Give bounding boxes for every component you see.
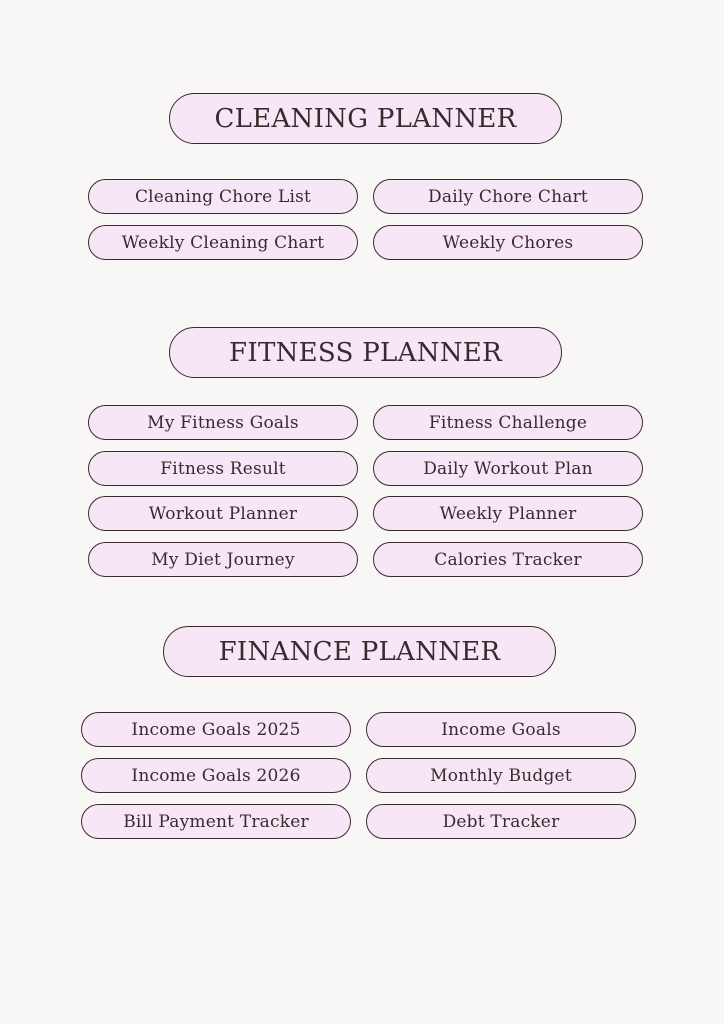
link-bill-payment-tracker[interactable]: Bill Payment Tracker (81, 804, 351, 839)
link-weekly-planner[interactable]: Weekly Planner (373, 496, 643, 531)
link-my-diet-journey[interactable]: My Diet Journey (88, 542, 358, 577)
cleaning-planner-title[interactable]: CLEANING PLANNER (169, 93, 562, 144)
link-calories-tracker[interactable]: Calories Tracker (373, 542, 643, 577)
link-weekly-cleaning-chart[interactable]: Weekly Cleaning Chart (88, 225, 358, 260)
link-income-goals-2025[interactable]: Income Goals 2025 (81, 712, 351, 747)
link-daily-chore-chart[interactable]: Daily Chore Chart (373, 179, 643, 214)
fitness-planner-title[interactable]: FITNESS PLANNER (169, 327, 562, 378)
link-cleaning-chore-list[interactable]: Cleaning Chore List (88, 179, 358, 214)
link-my-fitness-goals[interactable]: My Fitness Goals (88, 405, 358, 440)
link-income-goals[interactable]: Income Goals (366, 712, 636, 747)
link-daily-workout-plan[interactable]: Daily Workout Plan (373, 451, 643, 486)
link-income-goals-2026[interactable]: Income Goals 2026 (81, 758, 351, 793)
link-workout-planner[interactable]: Workout Planner (88, 496, 358, 531)
finance-planner-title[interactable]: FINANCE PLANNER (163, 626, 556, 677)
link-fitness-challenge[interactable]: Fitness Challenge (373, 405, 643, 440)
link-weekly-chores[interactable]: Weekly Chores (373, 225, 643, 260)
link-fitness-result[interactable]: Fitness Result (88, 451, 358, 486)
link-monthly-budget[interactable]: Monthly Budget (366, 758, 636, 793)
link-debt-tracker[interactable]: Debt Tracker (366, 804, 636, 839)
